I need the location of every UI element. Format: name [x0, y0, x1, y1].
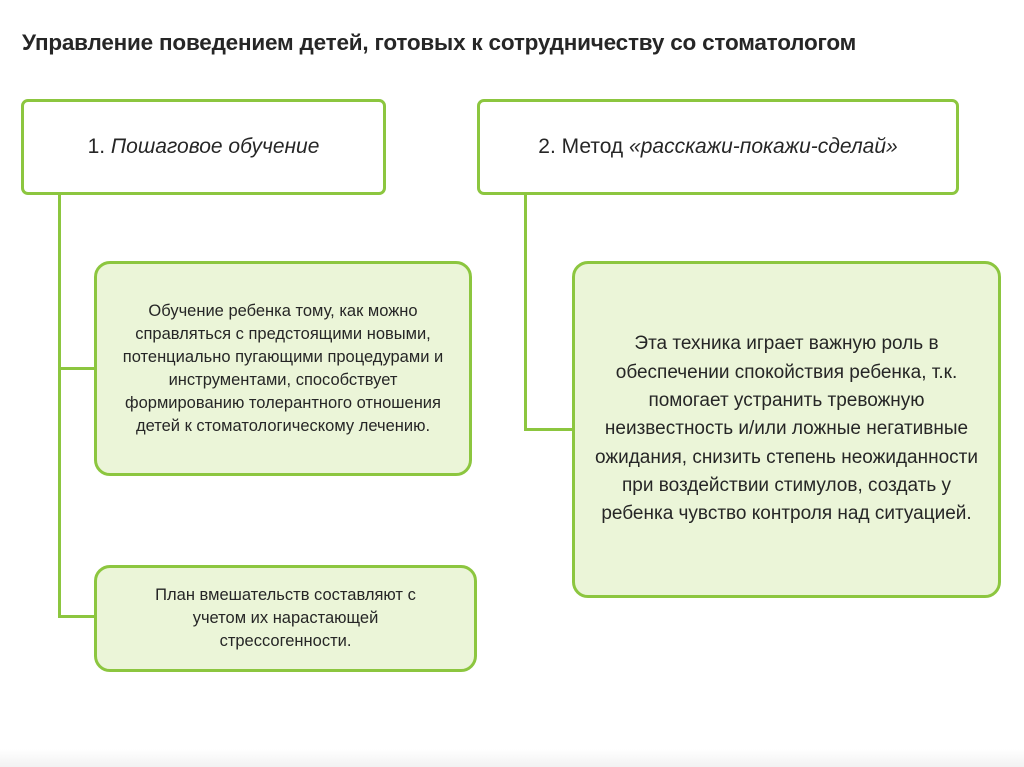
method-1-detail-1-box — [94, 261, 472, 476]
slide-title: Управление поведением детей, готовых к сотрудничеству со стоматологом — [22, 30, 857, 55]
connector-1-branch-1 — [58, 367, 99, 370]
method-2-detail-1-box — [572, 261, 1001, 598]
method-2-detail-1-text: Эта техника играет важную роль в обеспечении спокойствия ребенка, т.к. помогает устранить тревожную неизвестность и/или ложные негативные ожидания, снизить степень неожиданности при воздействии стимулов, создать у ребенка чувство контроля над ситуацией. — [595, 333, 978, 525]
method-2-box — [477, 99, 959, 195]
connector-1-branch-2 — [58, 615, 99, 618]
connector-1-vertical — [58, 193, 61, 618]
method-1-label: Пошаговое обучение — [110, 135, 320, 158]
method-1-detail-2-text: План вмешательств составляют с учетом их нарастающей стрессогенности. — [155, 586, 416, 650]
method-2-label-prefix: Метод — [561, 135, 624, 158]
method-1-detail-2-box — [94, 565, 477, 672]
method-2-label: «расскажи-покажи-сделай» — [629, 135, 898, 158]
slide-bottom-edge — [0, 749, 1024, 767]
method-1-number: 1. — [87, 135, 106, 158]
method-1-detail-1-text: Обучение ребенка тому, как можно справляться с предстоящими новыми, потенциально пугающими процедурами и инструментами, способствует формированию толерантного отношения детей к стоматологическому лечению. — [122, 301, 444, 435]
connector-2-branch-1 — [524, 428, 576, 431]
method-1-box — [21, 99, 386, 195]
connector-2-vertical — [524, 193, 527, 431]
method-2-number: 2. — [538, 135, 556, 158]
